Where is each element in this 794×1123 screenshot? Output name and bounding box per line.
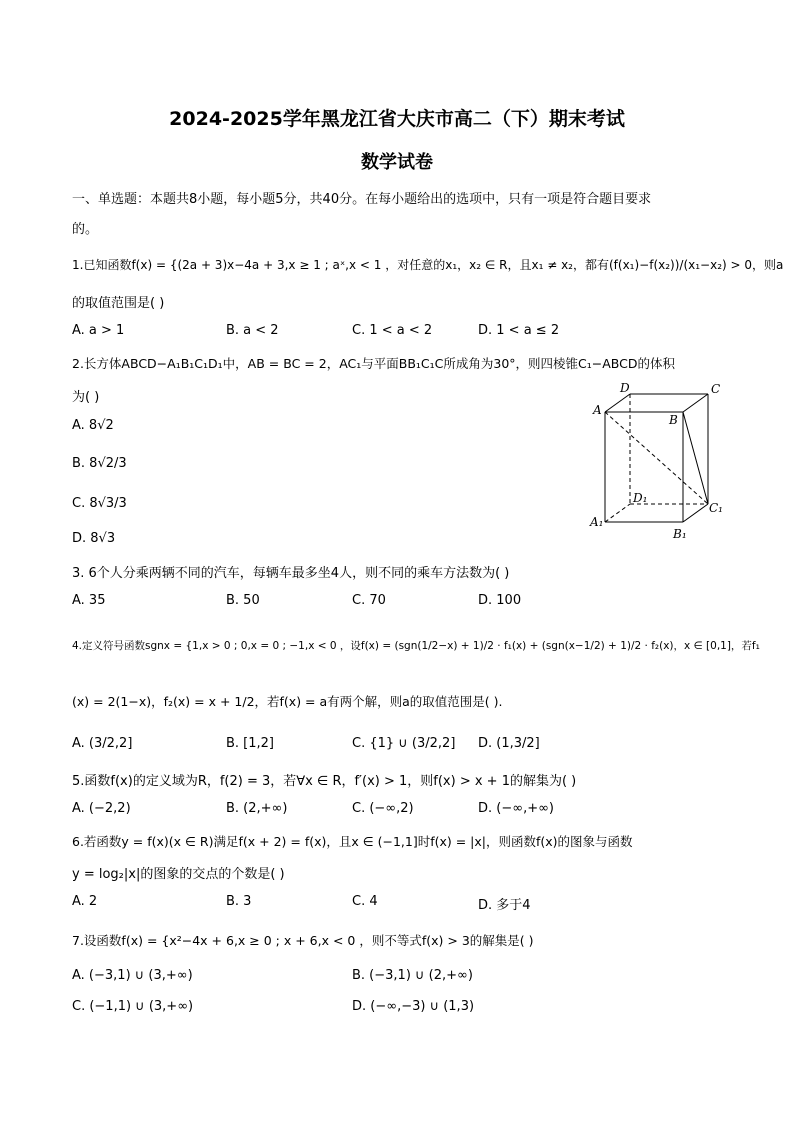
question-4-option-b[interactable]: B. [1,2] [226,736,275,751]
question-4-stem: 4.定义符号函数sgnx = {1,x > 0 ; 0,x = 0 ; −1,x < 0 ，设f(x) = (sgn(1/2−x) + 1)/2 · f₁(x) + (sgn(x−1/2) + 1)/2 · f₂(x)，x ∈ [0,1]，若f₁ [72,640,760,652]
label-d: D [620,381,630,395]
question-2-option-b[interactable]: B. 8√2/3 [72,456,127,471]
question-2-option-c[interactable]: C. 8√3/3 [72,496,127,511]
question-4-option-a[interactable]: A. (3/2,2] [72,736,133,751]
label-d1: D₁ [633,491,648,505]
question-2-stem: 2.长方体ABCD−A₁B₁C₁D₁中，AB = BC = 2，AC₁与平面BB₁C₁C所成角为30°，则四棱锥C₁−ABCD的体积 [72,356,676,371]
question-5-option-b[interactable]: B. (2,+∞) [226,801,288,816]
question-7-option-c[interactable]: C. (−1,1) ∪ (3,+∞) [72,999,194,1014]
question-1-option-d[interactable]: D. 1 < a ≤ 2 [478,323,560,338]
question-6-stem: 6.若函数y = f(x)(x ∈ R)满足f(x + 2) = f(x)，且x ∈ (−1,1]时f(x) = |x|，则函数f(x)的图象与函数 [72,834,633,849]
label-c1: C₁ [709,501,723,515]
exam-subtitle: 数学试卷 [361,152,433,173]
question-1-stem-cont: 的取值范围是( ) [72,296,165,311]
label-b: B [669,413,678,427]
exam-title: 2024-2025学年黑龙江省大庆市高二（下）期末考试 [169,108,625,130]
question-7-option-d[interactable]: D. (−∞,−3) ∪ (1,3) [352,999,475,1014]
question-6-option-a[interactable]: A. 2 [72,894,98,909]
question-5-option-c[interactable]: C. (−∞,2) [352,801,414,816]
question-3-option-c[interactable]: C. 70 [352,593,386,608]
label-a1: A₁ [590,515,604,529]
section-instructions-line1: 一、单选题：本题共8小题，每小题5分，共40分。在每小题给出的选项中，只有一项是符合题目要求 [72,192,652,207]
question-6-option-d[interactable]: D. 多于4 [478,898,531,913]
question-5-option-d[interactable]: D. (−∞,+∞) [478,801,554,816]
question-6-option-b[interactable]: B. 3 [226,894,252,909]
question-5-stem: 5.函数f(x)的定义域为R，f(2) = 3，若∀x ∈ R，f′(x) > 1，则f(x) > x + 1的解集为( ) [72,774,577,789]
question-1-stem: 1.已知函数f(x) = {(2a + 3)x−4a + 3,x ≥ 1 ; aˣ,x < 1 ，对任意的x₁，x₂ ∈ R，且x₁ ≠ x₂，都有(f(x₁)−f(x₂))/(x₁−x₂) > 0，则a [72,258,784,272]
question-1-option-c[interactable]: C. 1 < a < 2 [352,323,433,338]
question-2-option-d[interactable]: D. 8√3 [72,531,116,546]
question-7-option-b[interactable]: B. (−3,1) ∪ (2,+∞) [352,968,473,983]
question-3-option-b[interactable]: B. 50 [226,593,260,608]
label-b1: B₁ [673,527,687,541]
question-4-stem-cont: (x) = 2(1−x)，f₂(x) = x + 1/2，若f(x) = a有两个解，则a的取值范围是( ). [72,694,503,709]
question-4-option-d[interactable]: D. (1,3/2] [478,736,540,751]
question-2-stem-cont: 为( ) [72,390,100,405]
question-5-option-a[interactable]: A. (−2,2) [72,801,131,816]
label-c: C [711,382,721,396]
section-instructions-line2: 的。 [72,222,99,237]
label-a: A [593,403,602,417]
question-4-option-c[interactable]: C. {1} ∪ (3/2,2] [352,736,456,751]
question-3-option-a[interactable]: A. 35 [72,593,106,608]
question-1-option-a[interactable]: A. a > 1 [72,323,125,338]
question-2-option-a[interactable]: A. 8√2 [72,418,114,433]
question-1-option-b[interactable]: B. a < 2 [226,323,279,338]
question-6-stem-cont: y = log₂|x|的图象的交点的个数是( ) [72,867,285,882]
question-6-option-c[interactable]: C. 4 [352,894,378,909]
question-3-option-d[interactable]: D. 100 [478,593,522,608]
question-3-stem: 3. 6个人分乘两辆不同的汽车，每辆车最多坐4人，则不同的乘车方法数为( ) [72,566,510,581]
cuboid-figure [585,380,730,545]
question-7-option-a[interactable]: A. (−3,1) ∪ (3,+∞) [72,968,193,983]
question-7-stem: 7.设函数f(x) = {x²−4x + 6,x ≥ 0 ; x + 6,x < 0 ，则不等式f(x) > 3的解集是( ) [72,933,534,948]
